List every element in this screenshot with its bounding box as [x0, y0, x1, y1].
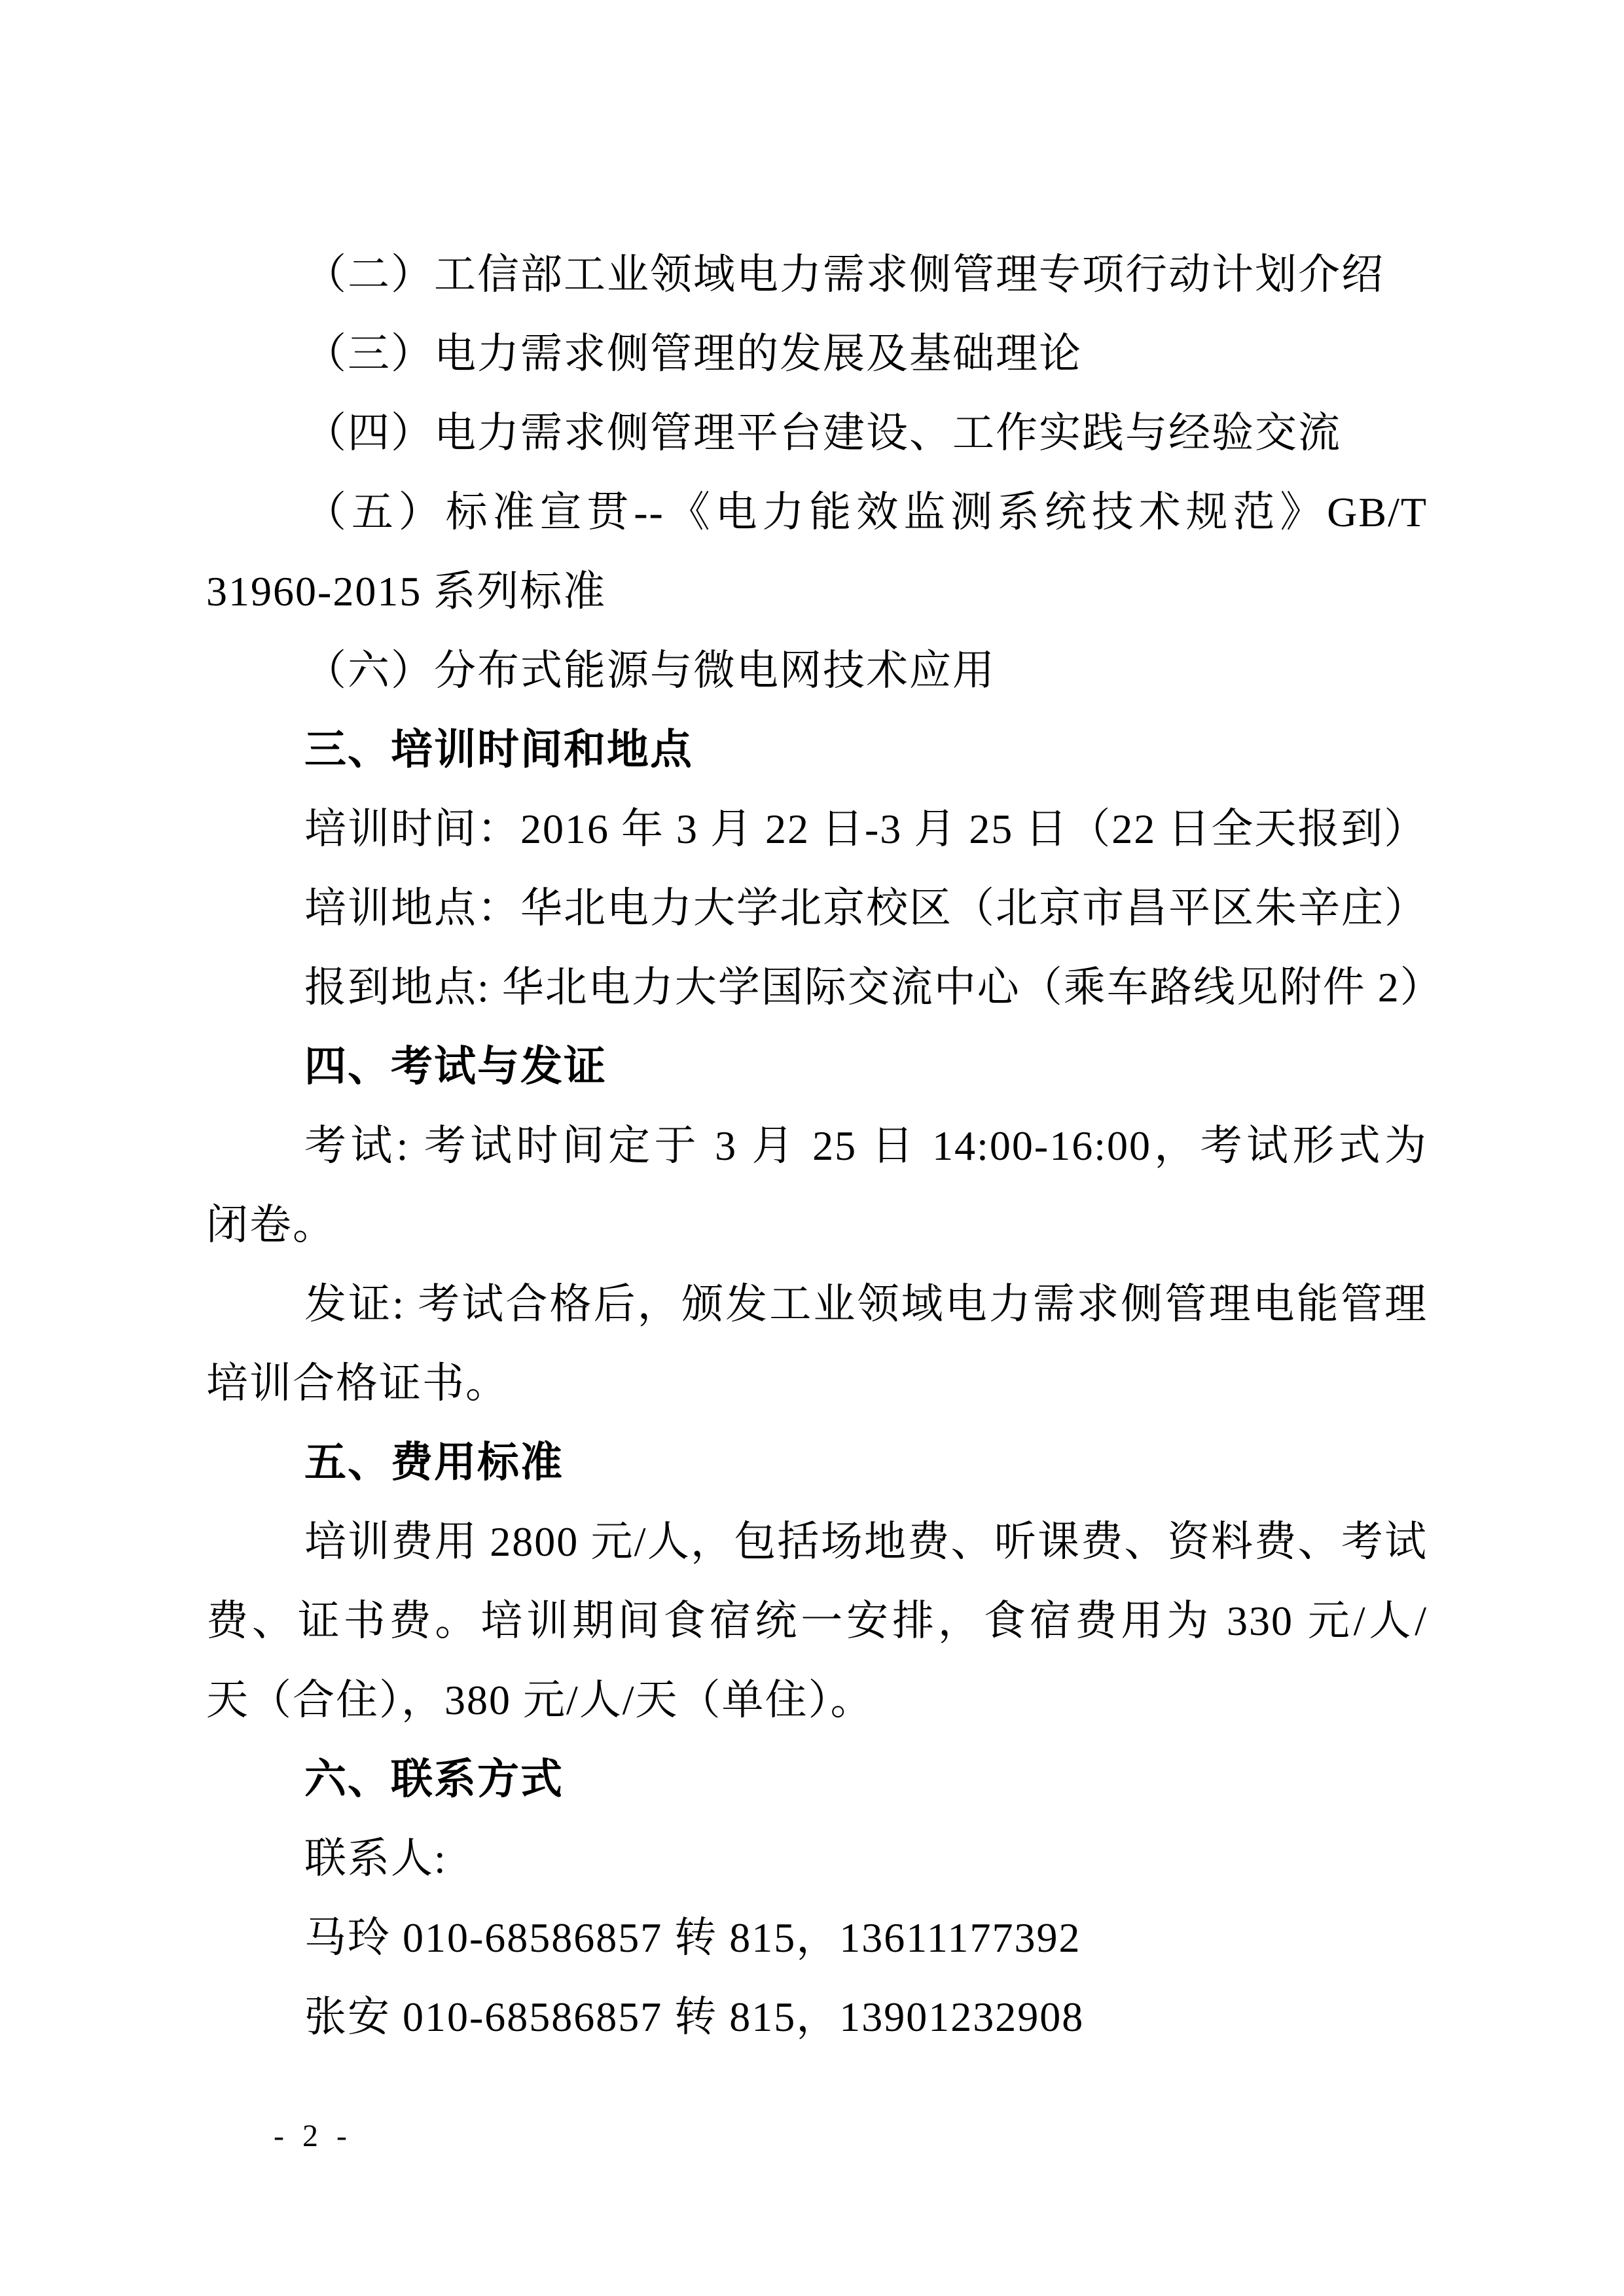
exam-line-1: 考试: 考试时间定于 3 月 25 日 14:00-16:00，考试形式为	[304, 1122, 1428, 1169]
training-location-line: 培训地点：华北电力大学北京校区（北京市昌平区朱辛庄）	[304, 885, 1428, 931]
course-topic-4: （四）电力需求侧管理平台建设、工作实践与经验交流	[304, 410, 1341, 456]
course-topic-6: （六）分布式能源与微电网技术应用	[304, 647, 996, 694]
section-heading-contact: 六、联系方式	[304, 1755, 564, 1803]
section-heading-exam-certificate: 四、考试与发证	[304, 1043, 607, 1090]
contact-ma-ling: 马玲 010-68586857 转 815，13611177392	[304, 1914, 1081, 1961]
page-number: - 2 -	[274, 2119, 352, 2153]
registration-location-line: 报到地点: 华北电力大学国际交流中心（乘车路线见附件 2）	[304, 964, 1443, 1011]
contact-zhang-an: 张安 010-68586857 转 815，13901232908	[304, 1994, 1085, 2040]
course-topic-5: （五）标准宣贯--《电力能效监测系统技术规范》GB/T	[304, 489, 1428, 535]
certificate-line-2: 培训合格证书。	[206, 1360, 509, 1407]
section-heading-training-time-place: 三、培训时间和地点	[304, 726, 693, 773]
contact-person-label: 联系人:	[304, 1835, 447, 1882]
fees-line-3: 天（合住），380 元/人/天（单住）。	[206, 1677, 874, 1723]
training-time-line: 培训时间：2016 年 3 月 22 日-3 月 25 日（22 日全天报到）	[304, 806, 1428, 852]
fees-line-2: 费、证书费。培训期间食宿统一安排，食宿费用为 330 元/人/	[206, 1598, 1428, 1644]
course-topic-2: （二）工信部工业领域电力需求侧管理专项行动计划介绍	[304, 251, 1384, 298]
document-body	[206, 235, 1443, 2056]
fees-line-1: 培训费用 2800 元/人，包括场地费、听课费、资料费、考试	[304, 1518, 1428, 1565]
course-topic-5-continued: 31960-2015 系列标准	[206, 568, 607, 615]
exam-line-2: 闭卷。	[206, 1202, 336, 1248]
certificate-line-1: 发证: 考试合格后，颁发工业领域电力需求侧管理电能管理	[304, 1281, 1428, 1327]
section-heading-fees: 五、费用标准	[304, 1439, 564, 1486]
course-topic-3: （三）电力需求侧管理的发展及基础理论	[304, 331, 1082, 377]
